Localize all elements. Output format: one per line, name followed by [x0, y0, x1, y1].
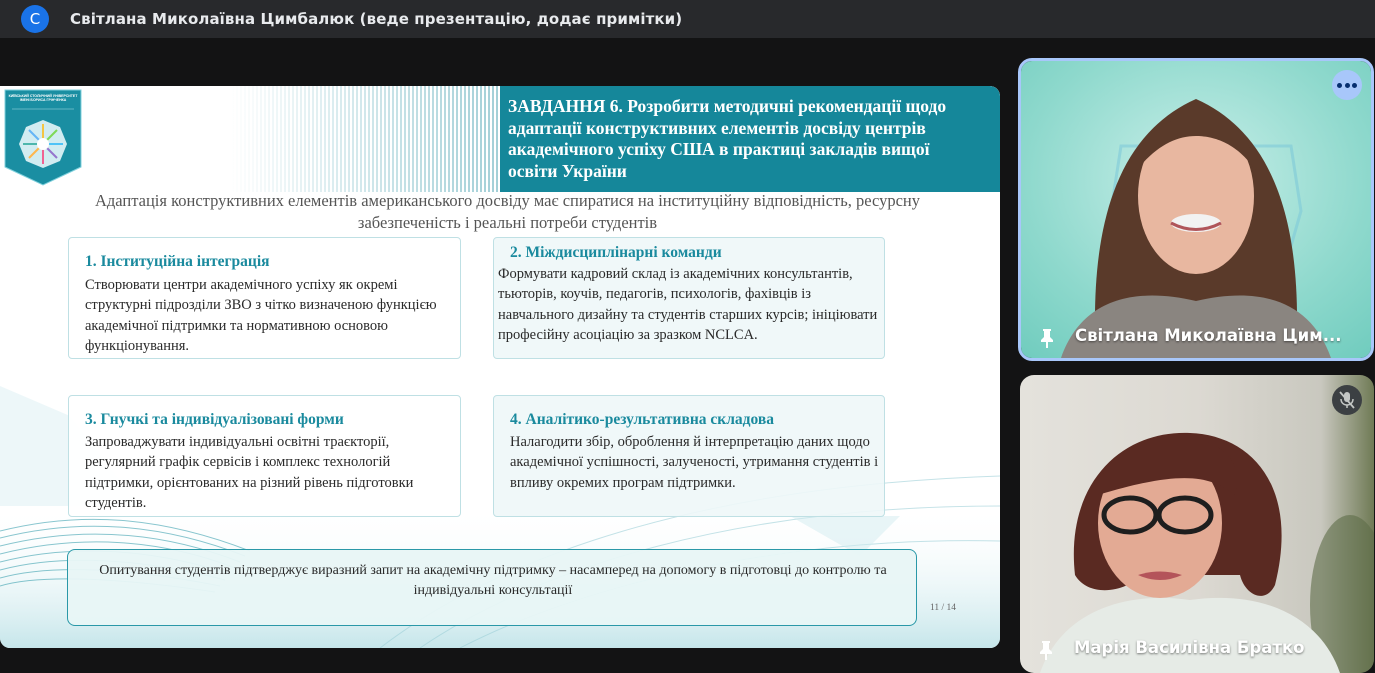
presentation-slide: [0, 86, 1000, 648]
presenter-bar: [0, 0, 1375, 38]
card-title: 1. Інституційна інтеграція: [85, 253, 270, 270]
pin-icon[interactable]: [1038, 639, 1054, 661]
mic-off-icon: [1339, 391, 1355, 409]
slide-page-number: 11 / 14: [930, 603, 957, 613]
card-title: 2. Міждисциплінарні команди: [510, 244, 722, 261]
more-options-icon-dot: [1345, 83, 1350, 88]
slide-title: ЗАВДАННЯ 6. Розробити методичні рекомендації щодо адаптації конструктивних елементів досвіду центрів академічного успіху США в практиці закладів вищої освіти України: [508, 96, 947, 181]
card-body: Створювати центри академічного успіху як окремі структурні підрозділи ЗВО з чітко визначеною функцією академічної підтримки та нормативною основою функціонування.: [85, 277, 437, 354]
more-options-icon: [1337, 83, 1342, 88]
mic-off-badge: [1332, 385, 1362, 415]
more-options-button[interactable]: [1332, 70, 1362, 100]
presenter-avatar: С: [21, 5, 49, 33]
card-title: 4. Аналітико-результативна складова: [510, 411, 774, 428]
card-body: Запроваджувати індивідуальні освітні траєкторії, регулярний графік сервісів і комплекс технологій підтримки, орієнтованих на різний рівень підготовки студентів.: [85, 434, 414, 511]
presenter-title: Світлана Миколаївна Цимбалюк (веде презентацію, додає примітки): [70, 10, 683, 28]
recommendation-card-3: [68, 395, 461, 517]
participant-tile-presenter[interactable]: [1018, 58, 1374, 361]
university-logo-text: КИЇВСЬКИЙ СТОЛИЧНИЙ УНІВЕРСИТЕТ ІМЕНІ БОРИСА ГРІНЧЕНКА: [8, 94, 78, 102]
conclusion-text: Опитування студентів підтверджує виразний запит на академічну підтримку – насамперед на допомогу в підготовці до контролю та індивідуальні консультації: [99, 563, 887, 598]
participant-video: [1021, 61, 1371, 358]
slide-subtitle: Адаптація конструктивних елементів американського досвіду має спиратися на інституційну відповідність, ресурсну забезпеченість і реальні потреби студентів: [94, 191, 921, 232]
conclusion-box: [67, 549, 917, 626]
participant-name: Марія Василівна Братко: [1074, 638, 1305, 657]
more-options-icon-dot: [1352, 83, 1357, 88]
recommendation-card-4: [493, 395, 885, 517]
recommendation-card-1: [68, 237, 461, 359]
card-title: 3. Гнучкі та індивідуалізовані форми: [85, 411, 344, 428]
card-body: Налагодити збір, оброблення й інтерпретацію даних щодо академічної успішності, залученості, утримання студентів і впливу окремих програм підтримки.: [510, 434, 879, 491]
participant-video: [1020, 375, 1374, 673]
card-body: Формувати кадровий склад із академічних консультантів, тьюторів, коучів, педагогів, психологів, фахівців із навчального дизайну та студентів старших курсів; ініціювати професійну асоціацію за зразком NCLCA.: [498, 266, 878, 343]
university-logo: [4, 89, 82, 186]
participant-tile[interactable]: [1020, 375, 1374, 673]
participant-name: Світлана Миколаївна Цим...: [1075, 326, 1342, 345]
recommendation-card-2: [493, 237, 885, 359]
pin-icon[interactable]: [1039, 327, 1055, 349]
